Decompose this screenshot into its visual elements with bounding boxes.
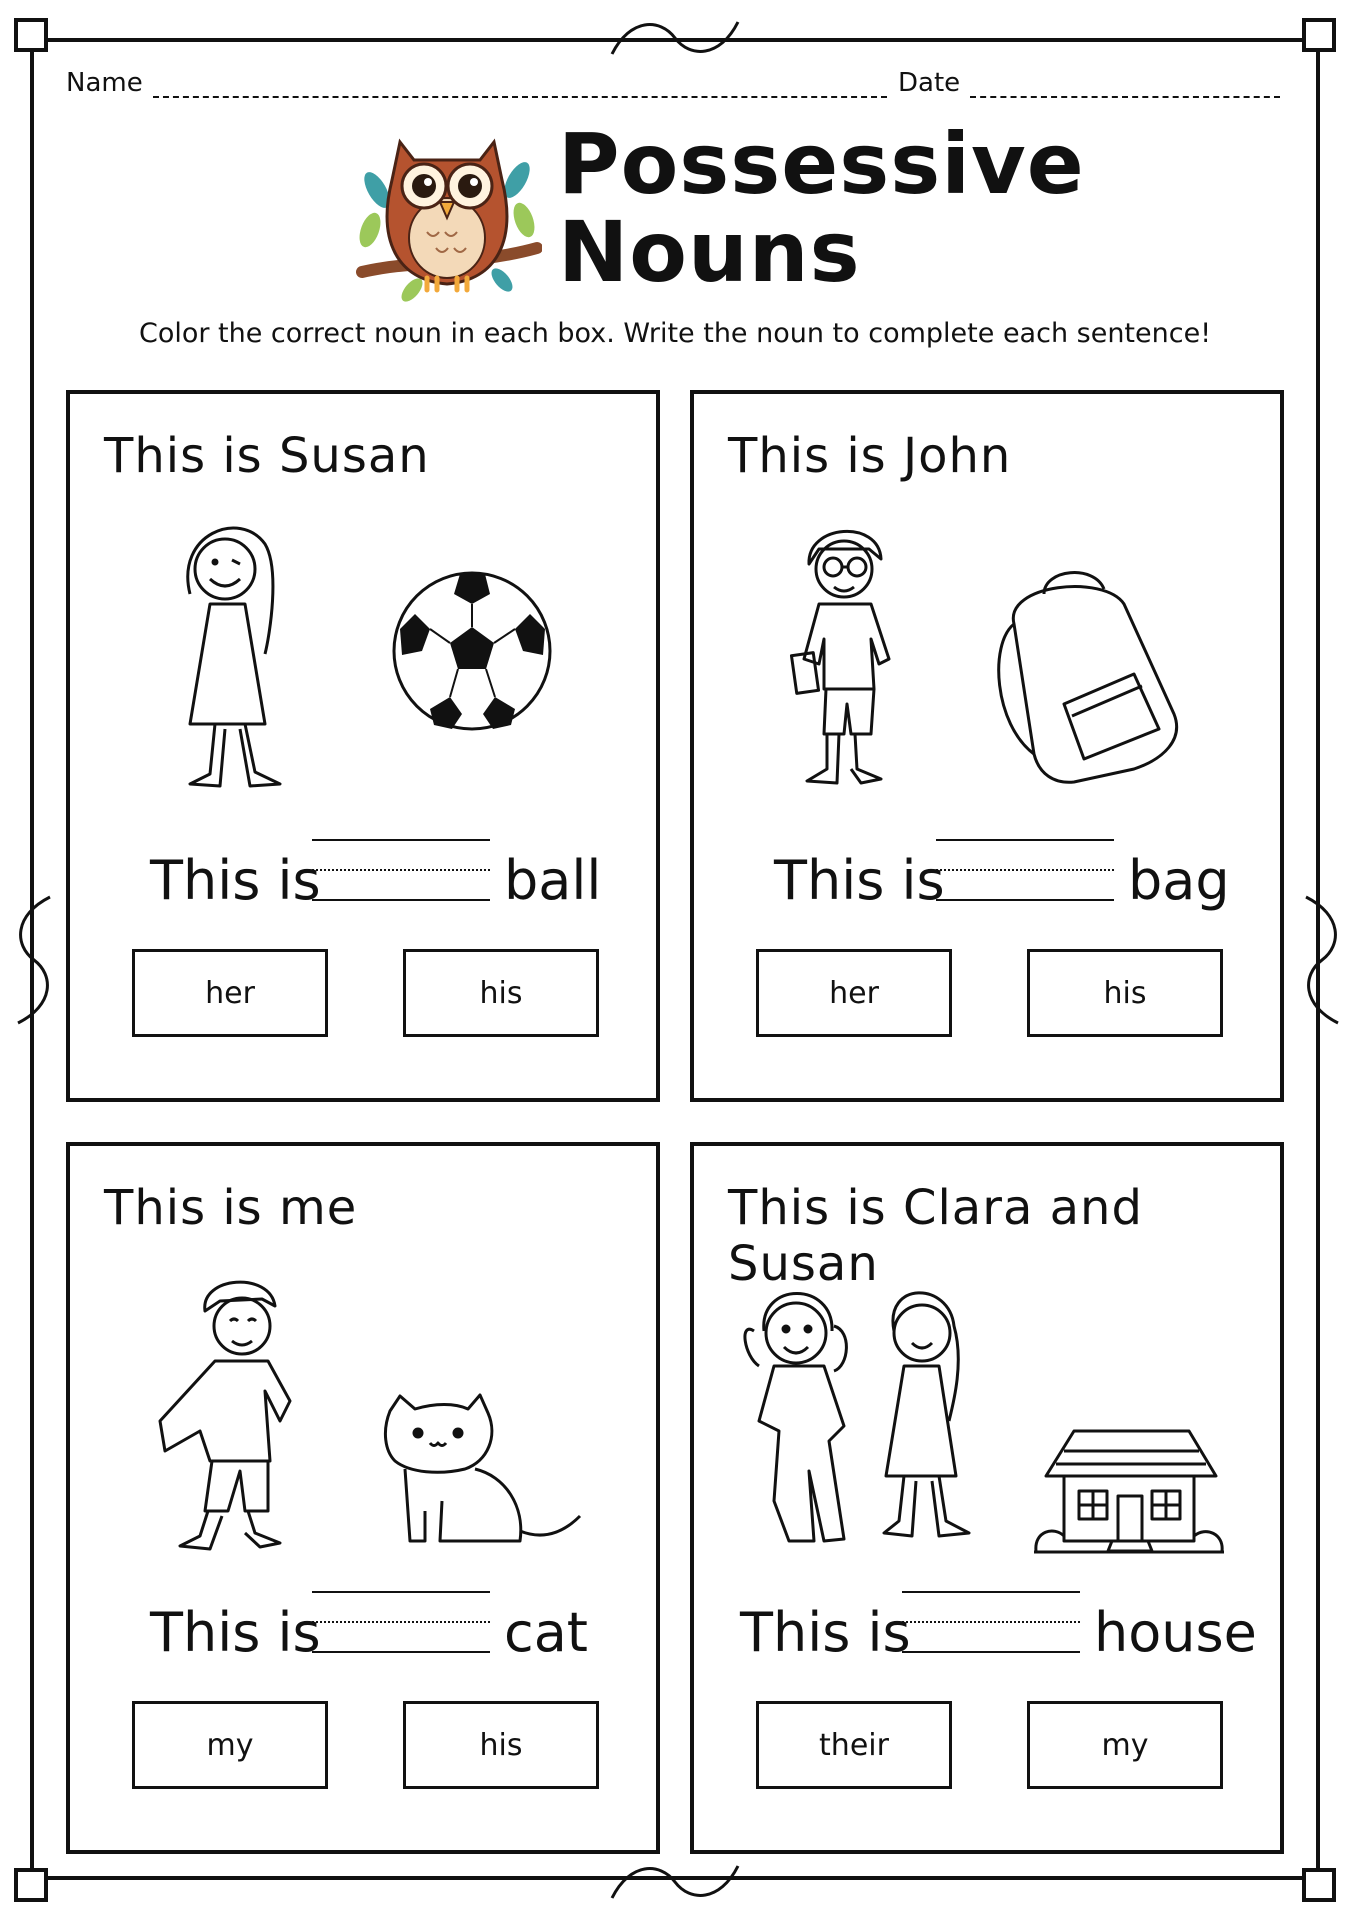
answer-blank[interactable] — [312, 1579, 490, 1659]
corner-bottom-right — [1302, 1868, 1336, 1902]
backpack-icon — [984, 564, 1184, 784]
date-line[interactable] — [970, 74, 1280, 98]
choice-option-2[interactable]: his — [403, 1701, 599, 1789]
instructions: Color the correct noun in each box. Write the noun to complete each sentence! — [138, 318, 1212, 349]
sentence — [694, 849, 1280, 929]
corner-top-left — [14, 18, 48, 52]
sentence — [694, 1601, 1280, 1681]
girls-icon — [734, 1271, 974, 1556]
sentence-tail: cat — [504, 1601, 588, 1664]
name-line[interactable] — [153, 74, 887, 98]
squiggle-right — [1302, 895, 1342, 1025]
sentence — [70, 849, 656, 929]
owl-icon — [352, 120, 542, 305]
choice-option-1[interactable]: my — [132, 1701, 328, 1789]
sentence-tail: ball — [504, 849, 602, 912]
squiggle-bottom — [610, 1862, 740, 1902]
choice-option-2[interactable]: his — [1027, 949, 1223, 1037]
sentence-tail: house — [1094, 1601, 1257, 1664]
sentence-lead: This is — [774, 849, 945, 912]
sentence-tail: bag — [1128, 849, 1230, 912]
choice-option-2[interactable]: my — [1027, 1701, 1223, 1789]
corner-bottom-left — [14, 1868, 48, 1902]
card-heading: This is Susan — [104, 428, 430, 484]
choice-option-1[interactable]: her — [132, 949, 328, 1037]
soccer-ball-icon — [390, 569, 555, 734]
choice-option-2[interactable]: his — [403, 949, 599, 1037]
answer-blank[interactable] — [902, 1579, 1080, 1659]
house-icon — [1034, 1426, 1224, 1556]
squiggle-top — [610, 18, 740, 58]
worksheet-title — [558, 115, 1085, 301]
answer-blank[interactable] — [936, 827, 1114, 907]
date-label: Date — [898, 68, 961, 98]
card-heading: This is John — [728, 428, 1012, 484]
exercise-card-4 — [690, 1142, 1284, 1854]
exercise-card-2 — [690, 390, 1284, 1102]
boy-icon — [150, 1271, 310, 1556]
boy-icon — [789, 519, 899, 794]
sentence — [70, 1601, 656, 1681]
card-heading: This is Clara and Susan — [728, 1180, 1143, 1292]
choice-option-1[interactable]: her — [756, 949, 952, 1037]
name-label: Name — [66, 68, 143, 98]
choice-option-1[interactable]: their — [756, 1701, 952, 1789]
title-line-2: Nouns — [558, 203, 861, 301]
card-heading: This is me — [104, 1180, 358, 1236]
date-field[interactable] — [898, 68, 1280, 98]
exercise-card-3 — [66, 1142, 660, 1854]
cat-icon — [380, 1391, 590, 1551]
corner-top-right — [1302, 18, 1336, 52]
squiggle-left — [14, 895, 54, 1025]
sentence-lead: This is — [150, 849, 321, 912]
title-line-1: Possessive — [558, 115, 1085, 213]
name-field[interactable] — [66, 68, 887, 98]
sentence-lead: This is — [740, 1601, 911, 1664]
answer-blank[interactable] — [312, 827, 490, 907]
sentence-lead: This is — [150, 1601, 321, 1664]
exercise-card-1 — [66, 390, 660, 1102]
girl-icon — [170, 514, 290, 794]
